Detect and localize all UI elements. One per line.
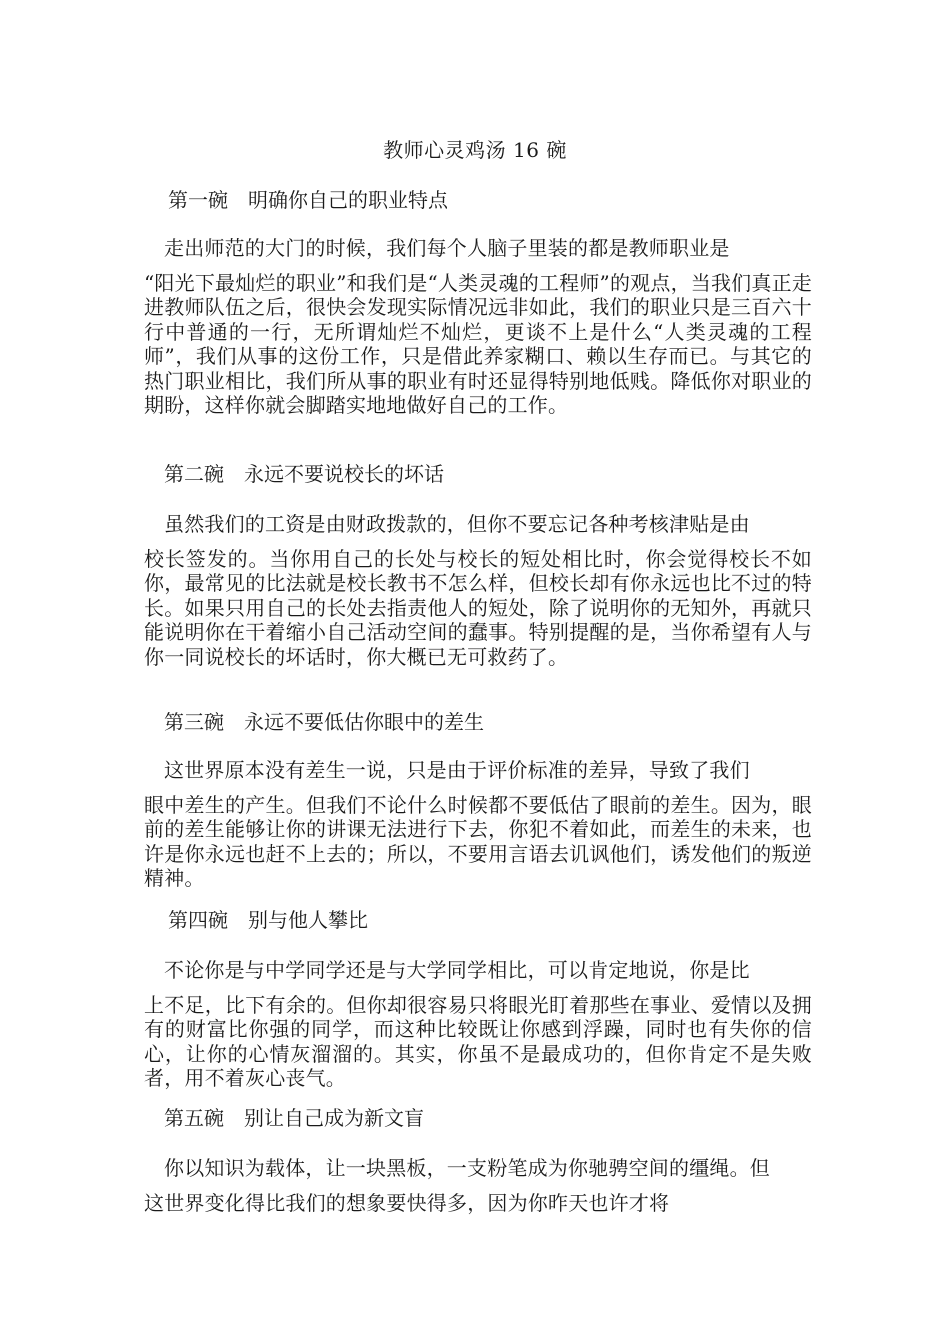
section-heading-4: 第四碗 别与他人攀比 xyxy=(168,908,368,932)
section-paragraph-3 xyxy=(144,758,812,891)
paragraph-body: 校长签发的。当你用自己的长处与校长的短处相比时，你会觉得校长不如你，最常见的比法就是校长教书不怎么样，但校长却有你永远也比不过的特长。如果只用自己的长处去指责他人的短处，除了说明你的无知外，再就只能说明你在干着缩小自己活动空间的蠢事。特别提醒的是，当你希望有人与你一同说校长的坏话时，你大概已无可救药了。 xyxy=(144,546,812,669)
document-title: 教师心灵鸡汤 16 碗 xyxy=(383,138,567,162)
paragraph-body: 这世界变化得比我们的想象要快得多，因为你昨天也许才将 xyxy=(144,1190,670,1215)
section-heading-1: 第一碗 明确你自己的职业特点 xyxy=(168,188,448,212)
section-heading-2: 第二碗 永远不要说校长的坏话 xyxy=(164,462,444,486)
paragraph-body: “阳光下最灿烂的职业”和我们是“人类灵魂的工程师”的观点，当我们真正走进教师队伍之后，很快会发现实际情况远非如此，我们的职业只是三百六十行中普通的一行，无所谓灿烂不灿烂，更谈不上是什么“人类灵魂的工程师”，我们从事的这份工作，只是借此养家糊口、赖以生存而已。与其它的热门职业相比，我们所从事的职业有时还显得特别地低贱。降低你对职业的期盼，这样你就会脚踏实地地做好自己的工作。 xyxy=(144,270,812,417)
paragraph-first-line: 不论你是与中学同学还是与大学同学相比，可以肯定地说，你是比 xyxy=(164,958,750,982)
paragraph-body: 眼中差生的产生。但我们不论什么时候都不要低估了眼前的差生。因为，眼前的差生能够让你的讲课无法进行下去，你犯不着如此，而差生的未来，也许是你永远也赶不上去的；所以，不要用言语去讥讽他们，诱发他们的叛逆精神。 xyxy=(144,792,812,890)
paragraph-first-line: 走出师范的大门的时候，我们每个人脑子里装的都是教师职业是 xyxy=(164,236,730,260)
paragraph-first-line: 虽然我们的工资是由财政拨款的，但你不要忘记各种考核津贴是由 xyxy=(164,512,750,536)
paragraph-body: 上不足，比下有余的。但你却很容易只将眼光盯着那些在事业、爱情以及拥有的财富比你强的同学，而这种比较既让你感到浮躁，同时也有失你的信心，让你的心情灰溜溜的。其实，你虽不是最成功的，但你肯定不是失败者，用不着灰心丧气。 xyxy=(144,992,812,1090)
paragraph-first-line: 你以知识为载体，让一块黑板，一支粉笔成为你驰骋空间的缰绳。但 xyxy=(164,1156,770,1180)
section-paragraph-4 xyxy=(144,958,812,1091)
section-paragraph-5 xyxy=(144,1156,812,1215)
paragraph-first-line: 这世界原本没有差生一说，只是由于评价标准的差异，导致了我们 xyxy=(164,758,750,782)
section-paragraph-2 xyxy=(144,512,812,669)
section-paragraph-1 xyxy=(144,236,812,418)
section-heading-3: 第三碗 永远不要低估你眼中的差生 xyxy=(164,710,484,734)
section-heading-5: 第五碗 别让自己成为新文盲 xyxy=(164,1106,424,1130)
